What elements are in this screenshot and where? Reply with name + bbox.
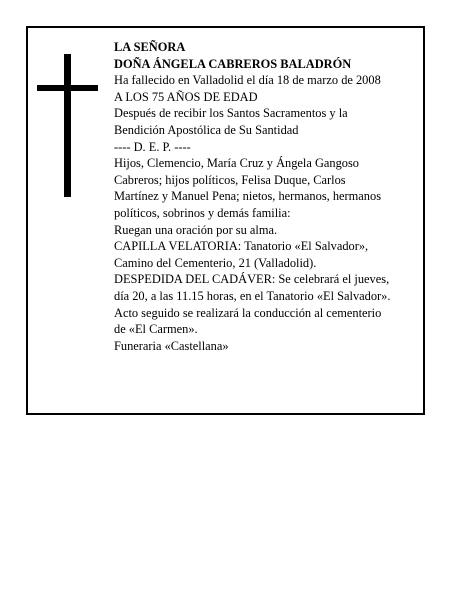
notice-line: A LOS 75 AÑOS DE EDAD xyxy=(114,89,258,104)
notice-line: de «El Carmen». xyxy=(114,322,198,337)
cross-horizontal-bar xyxy=(37,85,98,91)
notice-line: Cabreros; hijos políticos, Felisa Duque, Carlos xyxy=(114,172,346,187)
notice-line: DESPEDIDA DEL CADÁVER: Se celebrará el jueves, xyxy=(114,272,390,287)
notice-line: DOÑA ÁNGELA CABREROS BALADRÓN xyxy=(114,56,352,71)
notice-line: Bendición Apostólica de Su Santidad xyxy=(114,122,299,137)
notice-line: Funeraria «Castellana» xyxy=(114,338,229,353)
notice-line: LA SEÑORA xyxy=(114,40,186,54)
cross-icon xyxy=(37,54,98,197)
notice-line: Acto seguido se realizará la conducción al cementerio xyxy=(114,305,382,320)
obituary-text-block xyxy=(114,39,420,354)
notice-line: Hijos, Clemencio, María Cruz y Ángela Gangoso xyxy=(114,156,360,171)
notice-line: día 20, a las 11.15 horas, en el Tanatorio «El Salvador». xyxy=(114,288,391,303)
notice-line: CAPILLA VELATORIA: Tanatorio «El Salvador», xyxy=(114,239,369,254)
notice-line: Ha fallecido en Valladolid el día 18 de marzo de 2008 xyxy=(114,73,381,88)
notice-line: Después de recibir los Santos Sacramentos y la xyxy=(114,106,348,121)
cross-vertical-bar xyxy=(64,54,71,197)
notice-line: Ruegan una oración por su alma. xyxy=(114,222,278,237)
notice-line: políticos, sobrinos y demás familia: xyxy=(114,205,291,220)
notice-line: Camino del Cementerio, 21 (Valladolid). xyxy=(114,255,317,270)
notice-line: ---- D. E. P. ---- xyxy=(114,139,191,154)
notice-line: Martínez y Manuel Pena; nietos, hermanos, hermanos xyxy=(114,189,382,204)
